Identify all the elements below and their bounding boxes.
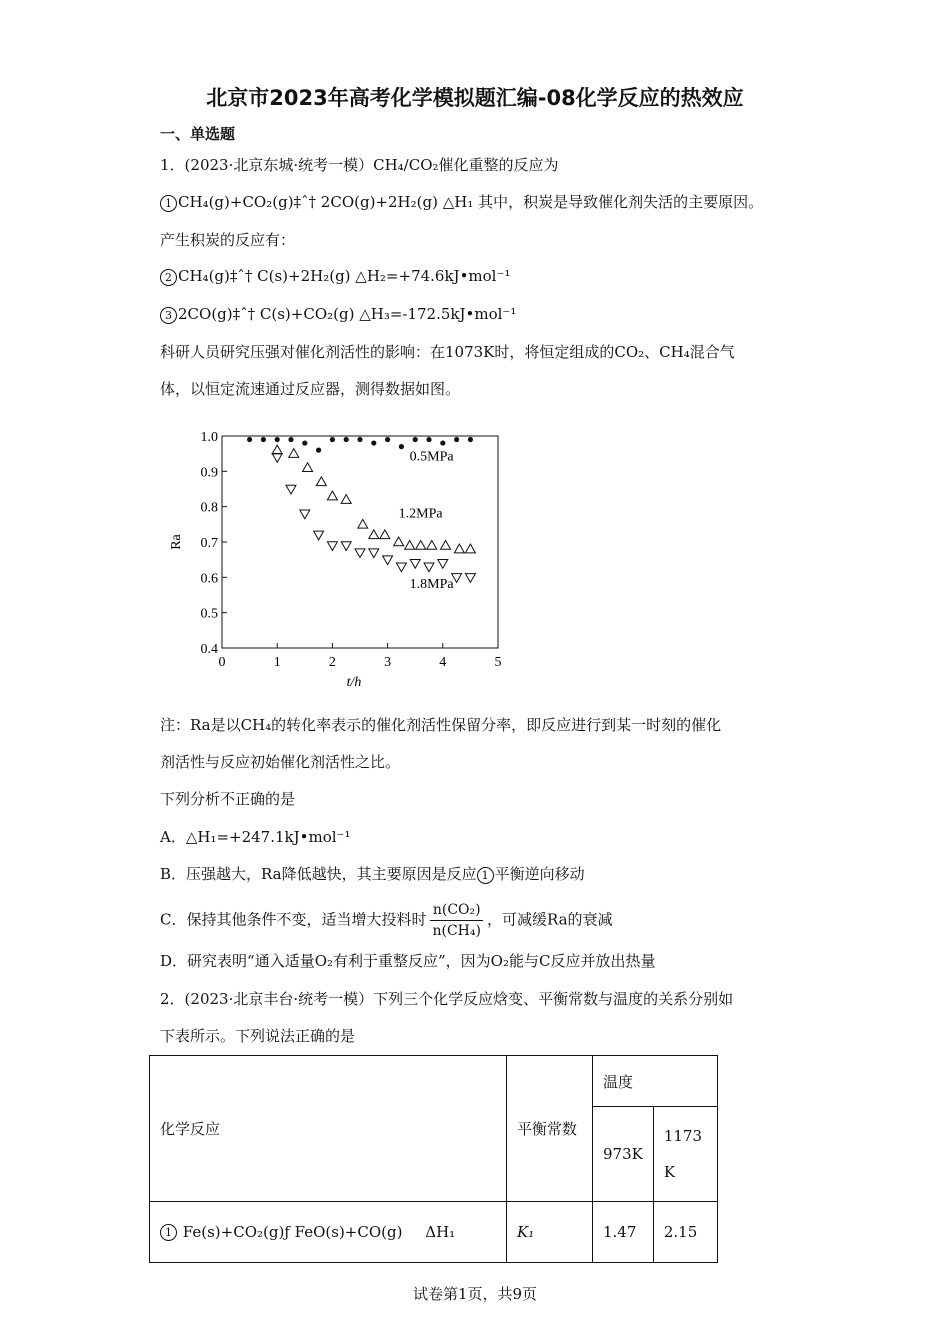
q1-option-d[interactable]: D．研究表明“通入适量O₂有利于重整反应”，因为O₂能与C反应并放出热量: [160, 952, 656, 970]
section-heading: 一、单选题: [160, 125, 236, 143]
data-point-0-5mpa: [275, 437, 280, 442]
reaction-1-note: 其中，积炭是导致催化剂失活的主要原因。: [478, 193, 764, 211]
q1-produce-line: 产生积炭的反应有：: [160, 231, 296, 249]
option-c-tail: ，可减缓Ra的衰减: [486, 910, 613, 929]
q1-reaction-3: [160, 304, 516, 324]
data-point-0-5mpa: [413, 437, 418, 442]
reaction-1-equation: CH₄(g)+CO₂(g)‡ˆ† 2CO(g)+2H₂(g) △H₁: [178, 193, 474, 211]
data-point-0-5mpa: [385, 437, 390, 442]
q1-paragraph-line-2: 体，以恒定流速通过反应器，测得数据如图。: [160, 380, 461, 398]
data-point-1-2mpa: [405, 541, 415, 550]
data-point-1-8mpa: [438, 559, 448, 568]
data-point-0-5mpa: [288, 437, 293, 442]
data-point-1-2mpa: [427, 541, 437, 550]
data-point-1-2mpa: [289, 449, 299, 458]
series-label: 1.8MPa: [409, 576, 454, 592]
header-1173k-unit: K: [663, 1163, 676, 1181]
data-point-1-8mpa: [286, 485, 296, 494]
q1-option-a[interactable]: A．△H₁=+247.1kJ•mol⁻¹: [160, 828, 351, 846]
circled-number: 1: [160, 195, 177, 212]
data-point-1-8mpa: [314, 531, 324, 540]
data-point-0-5mpa: [454, 437, 459, 442]
document-title: 北京市2023年高考化学模拟题汇编-08化学反应的热效应: [206, 86, 744, 110]
row1-value-973k: 1.47: [593, 1202, 654, 1263]
reaction-3-equation: 2CO(g)‡ˆ† C(s)+CO₂(g) △H₃=-172.5kJ•mol⁻¹: [178, 305, 517, 323]
x-tick-label: 3: [384, 655, 392, 670]
x-tick-label: 1: [273, 655, 281, 670]
fraction-denominator: n(CH₄): [432, 923, 481, 939]
data-point-1-8mpa: [300, 510, 310, 519]
data-point-0-5mpa: [316, 448, 321, 453]
x-tick-label: 5: [494, 655, 502, 670]
y-tick-label: 0.5: [200, 606, 218, 622]
header-reaction: 化学反应: [150, 1056, 507, 1202]
data-point-1-2mpa: [358, 519, 368, 528]
data-point-1-2mpa: [441, 541, 451, 550]
row1-value-1173k: 2.15: [653, 1202, 717, 1263]
data-point-1-2mpa: [272, 445, 282, 454]
row1-enthalpy: ΔH₁: [425, 1222, 456, 1241]
data-point-1-8mpa: [410, 559, 420, 568]
data-point-1-2mpa: [369, 530, 379, 539]
data-point-0-5mpa: [399, 444, 404, 449]
q1-option-c[interactable]: [160, 900, 613, 941]
y-tick-label: 1.0: [200, 430, 218, 445]
data-point-0-5mpa: [357, 437, 362, 442]
data-point-0-5mpa: [302, 440, 307, 445]
circled-number: 3: [160, 307, 177, 324]
data-point-1-8mpa: [355, 549, 365, 558]
data-point-1-2mpa: [465, 544, 475, 553]
data-point-0-5mpa: [468, 437, 473, 442]
q1-option-b[interactable]: [160, 864, 585, 884]
data-point-1-2mpa: [394, 537, 404, 546]
data-point-1-2mpa: [341, 495, 351, 504]
q1-reaction-1: [160, 192, 763, 212]
y-tick-label: 0.7: [200, 536, 218, 551]
header-temperature: 温度: [593, 1056, 718, 1107]
data-point-1-8mpa: [396, 563, 406, 572]
y-tick-label: 0.4: [200, 642, 218, 657]
data-point-1-8mpa: [341, 542, 351, 551]
x-tick-label: 4: [439, 655, 447, 670]
data-point-0-5mpa: [261, 437, 266, 442]
data-point-0-5mpa: [440, 440, 445, 445]
data-point-1-8mpa: [327, 542, 337, 551]
data-point-1-2mpa: [380, 530, 390, 539]
data-point-1-8mpa: [424, 563, 434, 572]
fraction-numerator: n(CO₂): [430, 900, 482, 921]
data-point-1-8mpa: [369, 549, 379, 558]
y-axis-label: Ra: [169, 534, 184, 550]
reaction-2-equation: CH₄(g)‡ˆ† C(s)+2H₂(g) △H₂=+74.6kJ•mol⁻¹: [178, 267, 511, 285]
plot-frame: [222, 436, 498, 648]
row1-reaction: [150, 1202, 507, 1263]
data-point-0-5mpa: [330, 437, 335, 442]
data-point-1-2mpa: [454, 544, 464, 553]
option-b-text: B．压强越大，Ra降低越快，其主要原因是反应: [160, 865, 477, 883]
q1-reaction-2: [160, 266, 510, 286]
q1-note-line-2: 剂活性与反应初始催化剂活性之比。: [160, 753, 401, 771]
header-973k: 973K: [593, 1107, 654, 1202]
q1-question: 下列分析不正确的是: [160, 790, 296, 808]
q1-paragraph-line-1: 科研人员研究压强对催化剂活性的影响：在1073K时，将恒定组成的CO₂、CH₄混合气: [160, 343, 735, 361]
data-point-1-8mpa: [465, 574, 475, 583]
series-label: 0.5MPa: [409, 449, 454, 465]
page-footer: 试卷第1页，共9页: [412, 1285, 538, 1303]
data-point-0-5mpa: [247, 437, 252, 442]
y-tick-label: 0.9: [200, 465, 218, 481]
ratio-fraction: [430, 900, 482, 941]
option-c-text: C．保持其他条件不变，适当增大投料时: [160, 910, 427, 929]
row1-equation: Fe(s)+CO₂(g)ƒ FeO(s)+CO(g): [182, 1222, 403, 1241]
q2-intro-line-1: 2．(2023·北京丰台·统考一模）下列三个化学反应焓变、平衡常数与温度的关系分别如: [160, 990, 734, 1008]
data-point-1-2mpa: [416, 541, 426, 550]
data-point-1-2mpa: [303, 463, 313, 472]
data-point-1-2mpa: [327, 491, 337, 500]
data-point-0-5mpa: [426, 437, 431, 442]
circled-number: 1: [477, 867, 494, 884]
circled-number: 2: [160, 269, 177, 286]
data-point-1-2mpa: [316, 477, 326, 486]
x-axis-label: t/h: [346, 675, 362, 690]
data-point-1-8mpa: [383, 556, 393, 565]
circled-number: 1: [160, 1224, 177, 1241]
option-b-tail: 平衡逆向移动: [494, 865, 585, 883]
header-1173k-value: 1173: [663, 1127, 703, 1145]
data-point-0-5mpa: [344, 437, 349, 442]
data-point-0-5mpa: [371, 440, 376, 445]
header-1173k: [653, 1107, 717, 1202]
series-label: 1.2MPa: [398, 506, 443, 522]
y-tick-label: 0.8: [200, 500, 218, 516]
row1-k: K₁: [507, 1202, 593, 1263]
x-tick-label: 0: [218, 655, 226, 670]
header-equilibrium-constant: 平衡常数: [507, 1056, 593, 1202]
x-tick-label: 2: [328, 655, 336, 670]
ra-vs-time-chart: [150, 420, 530, 700]
reaction-table: [149, 1055, 718, 1263]
q1-intro: 1．(2023·北京东城·统考一模）CH₄/CO₂催化重整的反应为: [160, 156, 559, 174]
q2-intro-line-2: 下表所示。下列说法正确的是: [160, 1027, 356, 1045]
y-tick-label: 0.6: [200, 571, 218, 587]
data-point-1-8mpa: [272, 453, 282, 462]
q1-note-line-1: 注：Ra是以CH₄的转化率表示的催化剂活性保留分率，即反应进行到某一时刻的催化: [160, 716, 722, 734]
